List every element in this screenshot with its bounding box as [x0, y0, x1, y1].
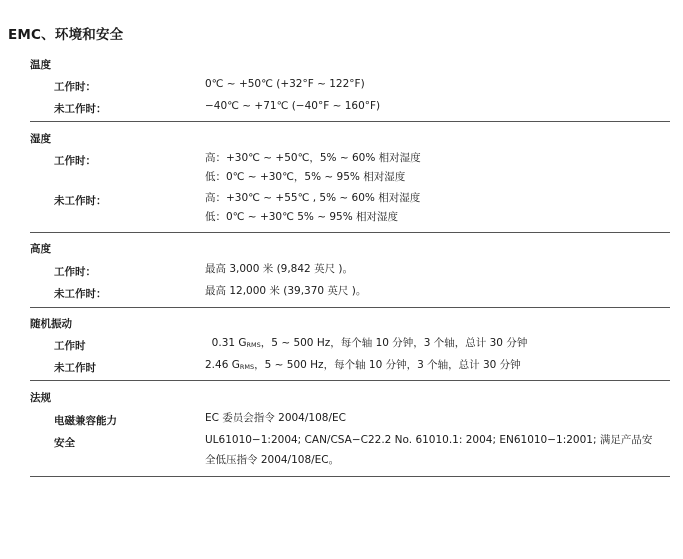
row-value-safety-line-2: 全低压指令 2004/108/EC。 — [205, 454, 340, 466]
row-label-operating: 工作时： — [54, 81, 96, 93]
row-value-operating — [205, 334, 527, 355]
divider — [30, 307, 670, 308]
row-label-operating: 工作时： — [54, 266, 96, 278]
row-value-non-operating-line-1: 高：+30℃ ~ +55℃ , 5% ~ 60% 相对湿度 — [205, 192, 421, 204]
row-value-non-operating — [205, 356, 521, 377]
row-label-safety: 安全 — [54, 437, 75, 449]
page-title: EMC、环境和安全 — [8, 27, 124, 43]
section-title-regulations: 法规 — [30, 392, 51, 404]
row-value-non-operating-line-2: 低：0℃ ~ +30℃ 5% ~ 95% 相对湿度 — [205, 211, 399, 223]
row-label-non-operating: 未工作时： — [54, 288, 107, 300]
divider — [30, 476, 670, 477]
row-value-safety-line-1: UL61010−1:2004; CAN/CSA−C22.2 No. 61010.1: 2004; EN61010−1:2001; 满足产品安 — [205, 434, 653, 446]
row-label-non-operating: 未工作时： — [54, 195, 107, 207]
row-value-operating: 0℃ ~ +50℃ (+32°F ~ 122°F) — [205, 78, 365, 90]
section-title-altitude: 高度 — [30, 243, 51, 255]
section-title-random-vibration: 随机振动 — [30, 318, 72, 330]
row-label-emc: 电磁兼容能力 — [54, 415, 117, 427]
row-value-operating-line-1: 高：+30℃ ~ +50℃，5% ~ 60% 相对湿度 — [205, 152, 421, 164]
row-value-operating-line-2: 低：0℃ ~ +30℃，5% ~ 95% 相对湿度 — [205, 171, 406, 183]
row-label-non-operating: 未工作时： — [54, 103, 107, 115]
value-suffix: ，5 ~ 500 Hz，每个轴 10 分钟，3 个轴，总计 30 分钟 — [260, 337, 528, 349]
value-subscript: RMS — [246, 341, 261, 349]
value-subscript: RMS — [239, 363, 255, 371]
divider — [30, 380, 670, 381]
section-title-humidity: 湿度 — [30, 133, 51, 145]
row-value-emc: EC 委员会指令 2004/108/EC — [205, 412, 346, 424]
divider — [30, 232, 670, 233]
value-suffix: ，5 ~ 500 Hz，每个轴 10 分钟，3 个轴，总计 30 分钟 — [254, 359, 521, 371]
row-value-non-operating: −40℃ ~ +71℃ (−40°F ~ 160°F) — [205, 100, 381, 112]
row-label-operating: 工作时 — [54, 340, 86, 352]
value-prefix: 2.46 G — [205, 359, 240, 371]
divider — [30, 121, 670, 122]
row-label-operating: 工作时： — [54, 155, 96, 167]
row-value-non-operating: 最高 12,000 米 (39,370 英尺 )。 — [205, 285, 367, 297]
row-label-non-operating: 未工作时 — [54, 362, 96, 374]
section-title-temperature: 温度 — [30, 59, 51, 71]
value-prefix: 0.31 G — [205, 337, 247, 349]
row-value-operating: 最高 3,000 米 (9,842 英尺 )。 — [205, 263, 353, 275]
